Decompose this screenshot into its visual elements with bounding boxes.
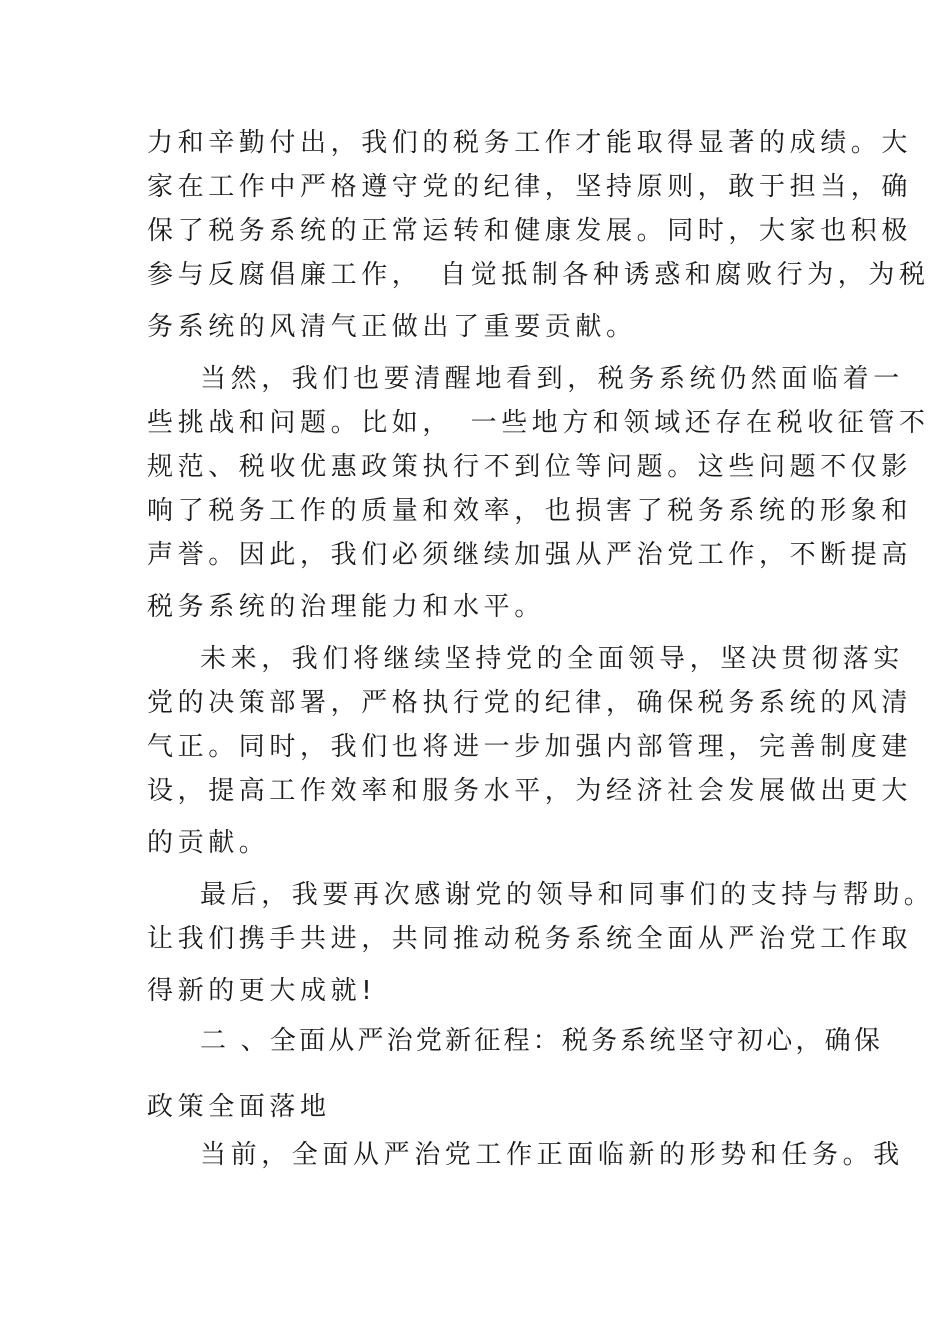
paragraph-2-line-6: 税务系统的治理能力和水平。 [147,592,545,622]
paragraph-1-line-1: 力和辛勤付出，我们的税务工作才能取得显著的成绩。大 [147,128,913,158]
paragraph-1-line-3: 保了税务系统的正常运转和健康发展。同时，大家也积极 [147,216,913,246]
paragraph-3-line-2: 党的决策部署，严格执行党的纪律，确保税务系统的风清 [147,688,913,718]
paragraph-2-line-1: 当然，我们也要清醒地看到，税务系统仍然面临着一 [200,364,904,394]
paragraph-3-line-1: 未来，我们将继续坚持党的全面领导，坚决贯彻落实 [200,644,904,674]
paragraph-3-line-4: 设，提高工作效率和服务水平，为经济社会发展做出更大 [147,776,913,806]
paragraph-4-line-3: 得新的更大成就! [147,976,377,1006]
paragraph-3-line-5: 的贡献。 [147,828,270,858]
paragraph-3-line-3: 气正。同时，我们也将进一步加强内部管理，完善制度建 [147,732,913,762]
paragraph-5-line-1: 当前，全面从严治党工作正面临新的形势和任务。我 [200,1140,904,1170]
paragraph-2-line-4: 响了税务工作的质量和效率，也损害了税务系统的形象和 [147,496,913,526]
paragraph-2-line-5: 声誉。因此，我们必须继续加强从严治党工作，不断提高 [147,540,913,570]
section-heading-line-2: 政策全面落地 [147,1092,331,1122]
paragraph-1-line-5: 务系统的风清气正做出了重要贡献。 [147,312,637,342]
paragraph-2-line-2: 些挑战和问题。比如， 一些地方和领域还存在税收征管不 [147,408,930,438]
paragraph-4-line-2: 让我们携手共进，共同推动税务系统全面从严治党工作取 [147,924,913,954]
paragraph-4-line-1: 最后，我要再次感谢党的领导和同事们的支持与帮助。 [200,880,935,910]
paragraph-2-line-3: 规范、税收优惠政策执行不到位等问题。这些问题不仅影 [147,452,913,482]
paragraph-1-line-2: 家在工作中严格遵守党的纪律，坚持原则，敢于担当，确 [147,172,913,202]
paragraph-1-line-4: 参与反腐倡廉工作， 自觉抵制各种诱惑和腐败行为，为税 [147,260,930,290]
section-heading-line-1: 二 、全面从严治党新征程：税务系统坚守初心，确保 [200,1026,884,1056]
